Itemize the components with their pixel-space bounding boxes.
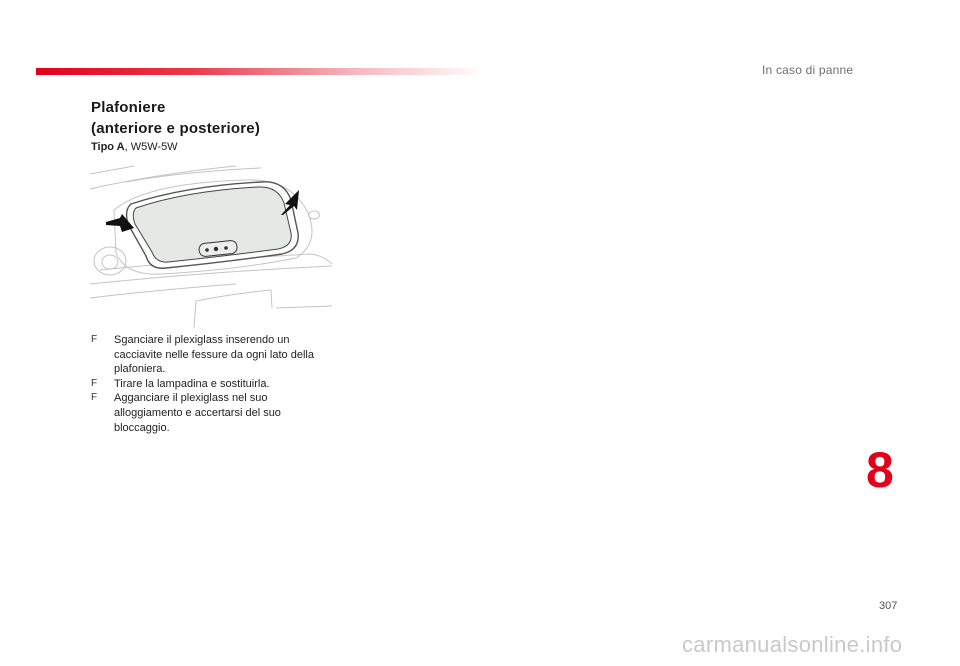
page-number: 307	[879, 600, 898, 612]
page-heading	[91, 97, 260, 139]
bulb-type-value: , W5W-5W	[124, 141, 178, 153]
instruction-text: Agganciare il plexiglass nel suo alloggiamento e accertarsi del suo bloccaggio.	[114, 392, 281, 434]
instruction-item	[91, 377, 331, 392]
instruction-item	[91, 391, 331, 435]
bulb-type-label: Tipo A	[91, 141, 125, 153]
watermark-text: carmanualsonline.info	[682, 632, 903, 657]
ceiling-light-illustration	[86, 158, 336, 328]
chapter-number: 8	[866, 442, 894, 498]
instruction-text: Tirare la lampadina e sostituirla.	[114, 377, 270, 390]
header-accent-bar	[36, 68, 486, 75]
bullet-marker: F	[91, 392, 98, 404]
section-title: In caso di panne	[762, 63, 854, 77]
instruction-text: Sganciare il plexiglass inserendo un cacciavite nelle fessure da ogni lato della plafoniera.	[114, 334, 314, 376]
heading-line-1: Plafoniere	[91, 99, 166, 116]
bullet-marker: F	[91, 377, 98, 389]
instruction-item	[91, 333, 331, 377]
bulb-type-line	[91, 141, 178, 153]
heading-line-2: (anteriore e posteriore)	[91, 120, 261, 137]
instruction-list	[91, 333, 331, 435]
light-housing	[127, 182, 299, 268]
bullet-marker: F	[91, 334, 98, 345]
